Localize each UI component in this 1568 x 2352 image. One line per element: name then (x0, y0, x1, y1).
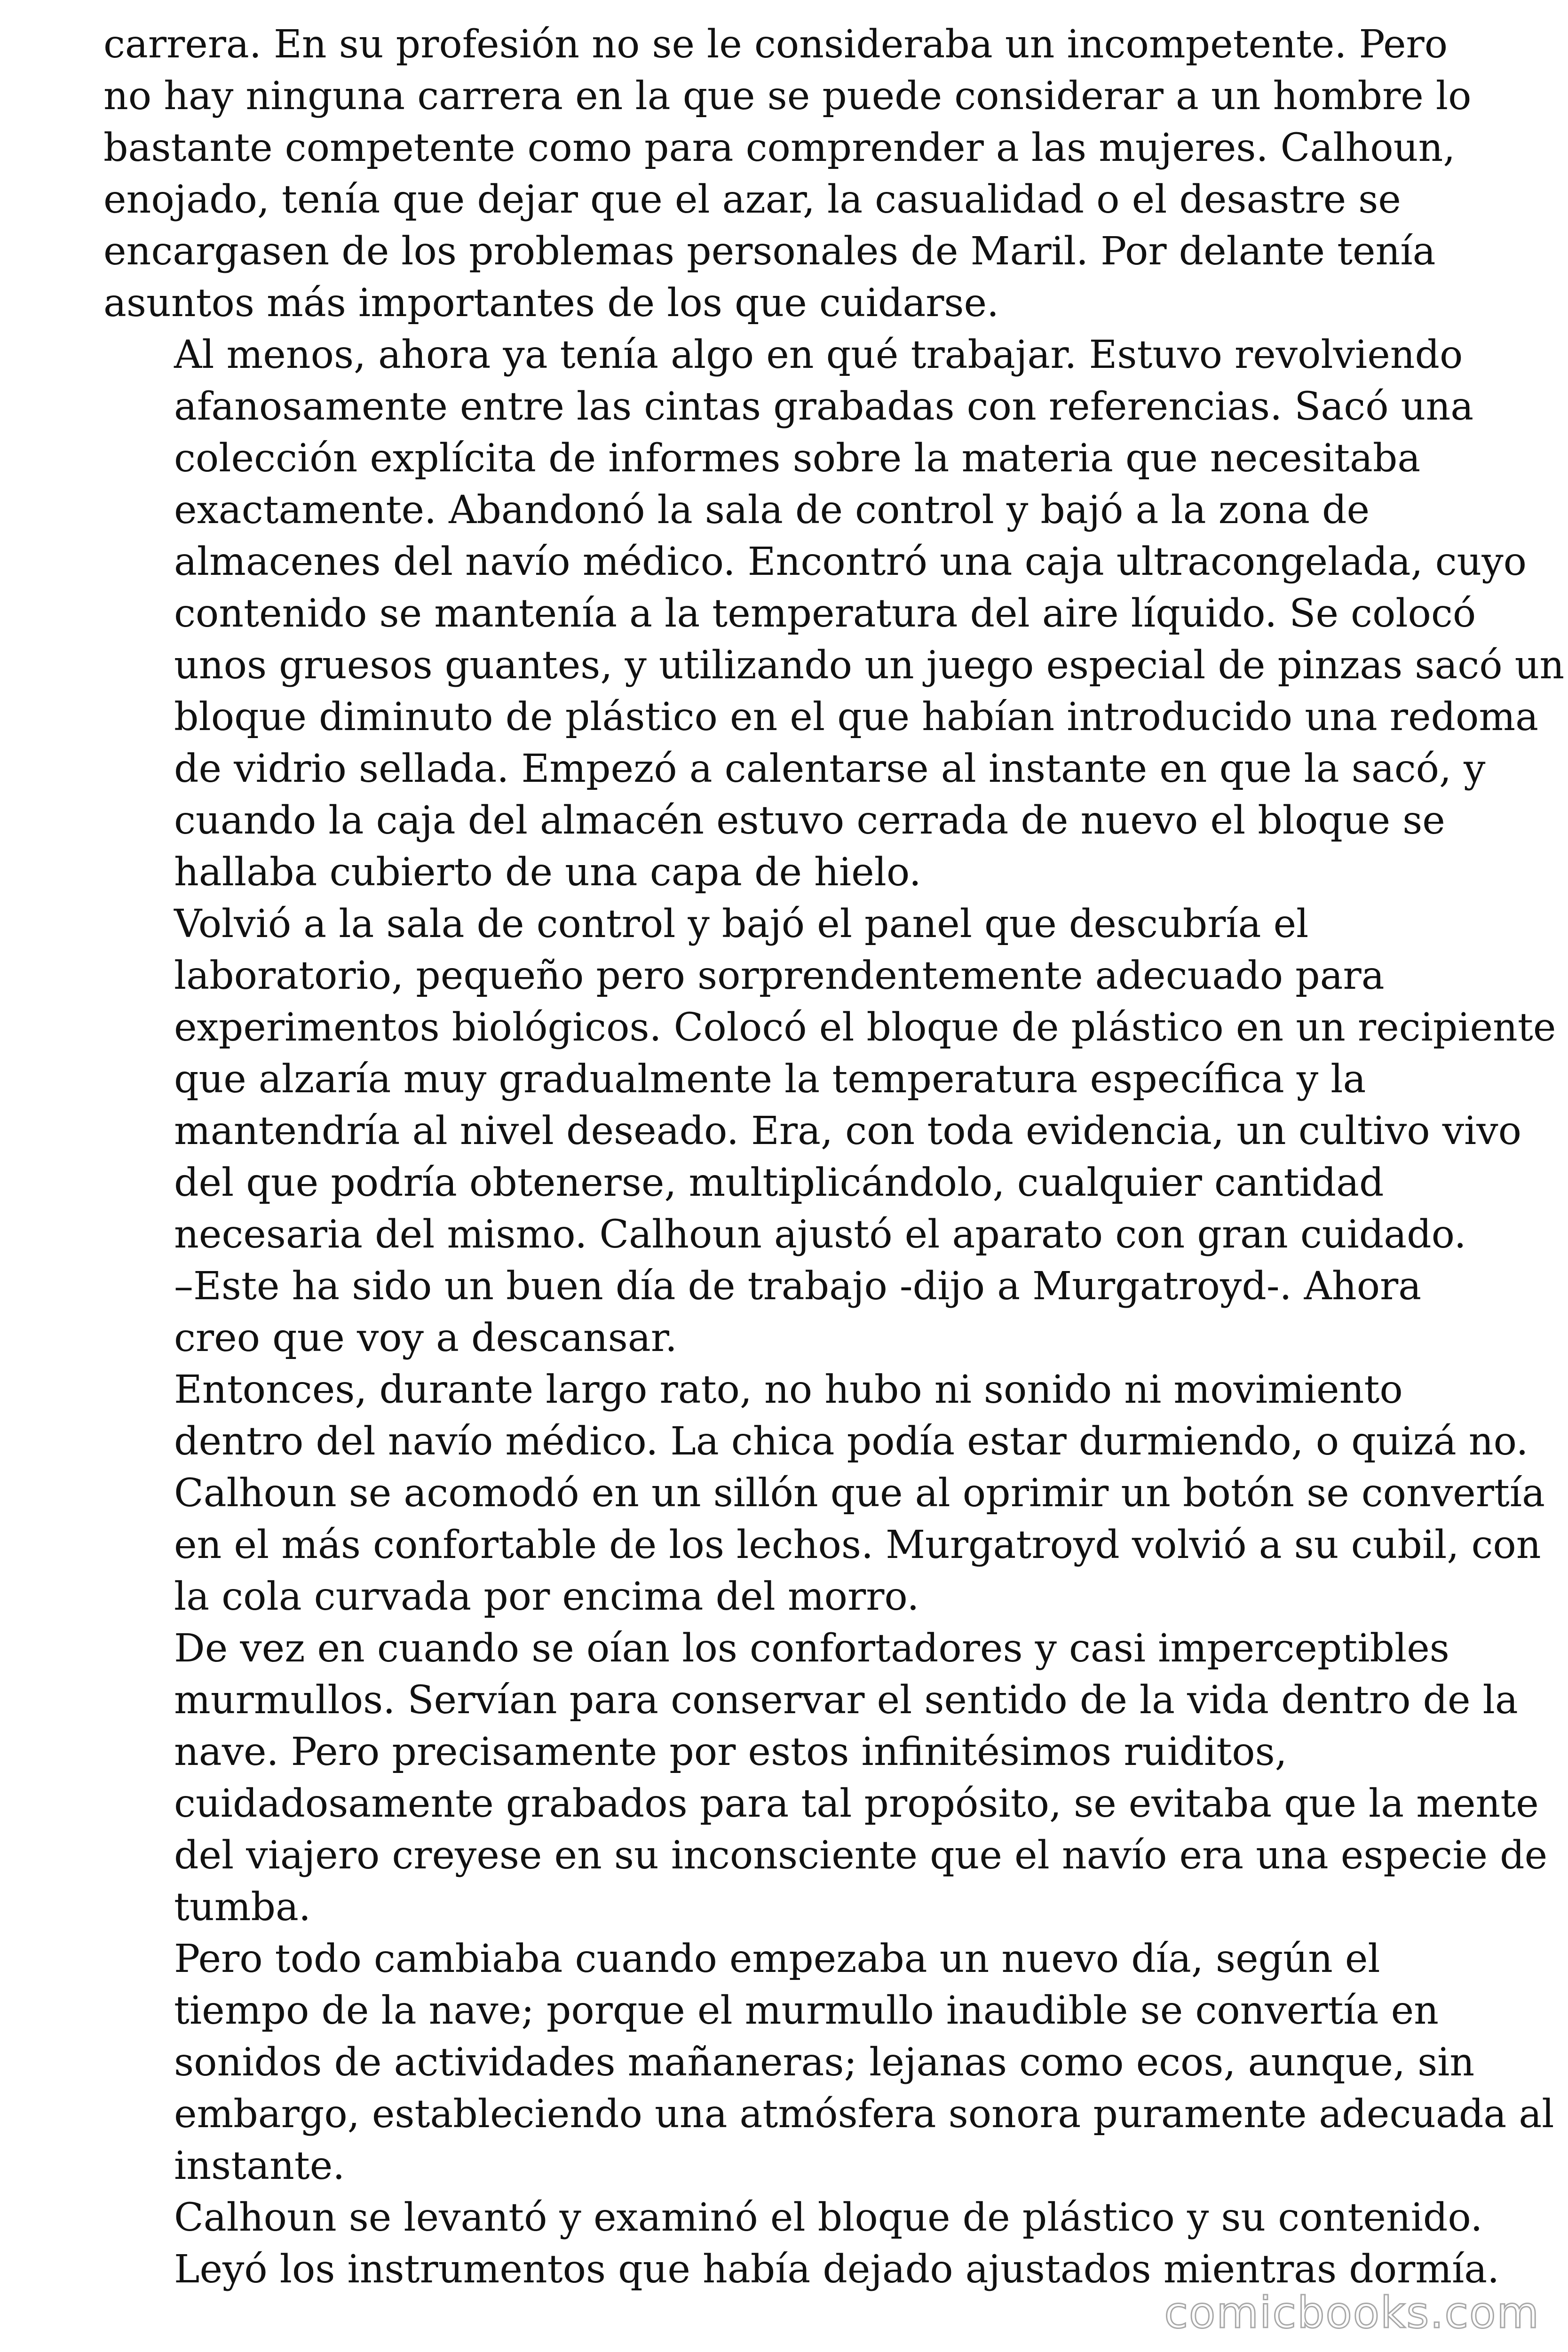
text-line: cuando la caja del almacén estuvo cerrada de nuevo el bloque se (174, 798, 1445, 843)
text-line: exactamente. Abandonó la sala de control y bajó a la zona de (174, 488, 1370, 532)
text-line: De vez en cuando se oían los confortadores y casi imperceptibles (174, 1626, 1449, 1671)
paragraph (103, 1933, 1554, 2192)
text-line: de vidrio sellada. Empezó a calentarse al instante en que la sacó, y (174, 747, 1486, 791)
text-line: sonidos de actividades mañaneras; lejanas como ecos, aunque, sin (174, 2040, 1475, 2085)
text-line: Leyó los instrumentos que había dejado ajustados mientras dormía. (174, 2247, 1500, 2292)
text-line: Pero todo cambiaba cuando empezaba un nuevo día, según el (174, 1937, 1380, 1981)
text-line: no hay ninguna carrera en la que se puede considerar a un hombre lo (103, 74, 1472, 119)
text-line: que alzaría muy gradualmente la temperatura específica y la (174, 1057, 1366, 1102)
text-line: dentro del navío médico. La chica podía estar durmiendo, o quizá no. (174, 1419, 1528, 1464)
text-line: tumba. (174, 1885, 311, 1930)
text-line: cuidadosamente grabados para tal propósito, se evitaba que la mente (174, 1781, 1539, 1826)
text-line: –Este ha sido un buen día de trabajo -dijo a Murgatroyd-. Ahora (174, 1264, 1422, 1309)
paragraph (103, 329, 1565, 898)
text-line: del que podría obtenerse, multiplicándolo, cualquier cantidad (174, 1160, 1384, 1205)
text-line: asuntos más importantes de los que cuidarse. (103, 281, 999, 326)
text-line: Entonces, durante largo rato, no hubo ni sonido ni movimiento (174, 1367, 1403, 1412)
paragraph (103, 1623, 1548, 1933)
text-line: instante. (174, 2144, 345, 2188)
text-line: enojado, tenía que dejar que el azar, la casualidad o el desastre se (103, 177, 1401, 222)
text-line: hallaba cubierto de una capa de hielo. (174, 850, 921, 895)
book-page-text (103, 19, 1565, 2296)
text-line: almacenes del navío médico. Encontró una caja ultracongelada, cuyo (174, 540, 1527, 584)
text-line: creo que voy a descansar. (174, 1316, 677, 1360)
paragraph (103, 19, 1472, 329)
text-line: murmullos. Servían para conservar el sentido de la vida dentro de la (174, 1678, 1518, 1723)
text-line: experimentos biológicos. Colocó el bloque de plástico en un recipiente (174, 1005, 1556, 1050)
text-line: nave. Pero precisamente por estos infinitésimos ruiditos, (174, 1730, 1287, 1774)
text-line: mantendría al nivel deseado. Era, con toda evidencia, un cultivo vivo (174, 1109, 1521, 1153)
text-line: Calhoun se acomodó en un sillón que al oprimir un botón se convertía (174, 1471, 1545, 1516)
paragraph (103, 1364, 1545, 1623)
text-line: bloque diminuto de plástico en el que habían introducido una redoma (174, 695, 1539, 739)
text-line: Volvió a la sala de control y bajó el panel que descubría el (174, 902, 1309, 946)
text-line: tiempo de la nave; porque el murmullo inaudible se convertía en (174, 1988, 1439, 2033)
paragraph (103, 2192, 1500, 2296)
text-line: necesaria del mismo. Calhoun ajustó el aparato con gran cuidado. (174, 1212, 1466, 1257)
text-line: bastante competente como para comprender a las mujeres. Calhoun, (103, 126, 1456, 170)
text-line: encargasen de los problemas personales de Maril. Por delante tenía (103, 229, 1436, 274)
text-line: en el más confortable de los lechos. Murgatroyd volvió a su cubil, con (174, 1523, 1541, 1567)
text-line: del viajero creyese en su inconsciente que el navío era una especie de (174, 1833, 1548, 1878)
paragraph (103, 1261, 1467, 1364)
watermark: comicbooks.com (1164, 2288, 1540, 2338)
text-line: Calhoun se levantó y examinó el bloque de plástico y su contenido. (174, 2195, 1483, 2240)
text-line: la cola curvada por encima del morro. (174, 1574, 919, 1619)
text-line: embargo, estableciendo una atmósfera sonora puramente adecuada al (174, 2092, 1554, 2137)
text-line: colección explícita de informes sobre la materia que necesitaba (174, 436, 1421, 481)
text-line: carrera. En su profesión no se le consideraba un incompetente. Pero (103, 22, 1448, 67)
paragraph (103, 898, 1556, 1261)
text-line: laboratorio, pequeño pero sorprendentemente adecuado para (174, 954, 1385, 998)
text-line: contenido se mantenía a la temperatura del aire líquido. Se colocó (174, 591, 1476, 636)
text-line: unos gruesos guantes, y utilizando un juego especial de pinzas sacó un (174, 643, 1565, 688)
text-line: Al menos, ahora ya tenía algo en qué trabajar. Estuvo revolviendo (174, 333, 1463, 377)
text-line: afanosamente entre las cintas grabadas con referencias. Sacó una (174, 384, 1474, 429)
